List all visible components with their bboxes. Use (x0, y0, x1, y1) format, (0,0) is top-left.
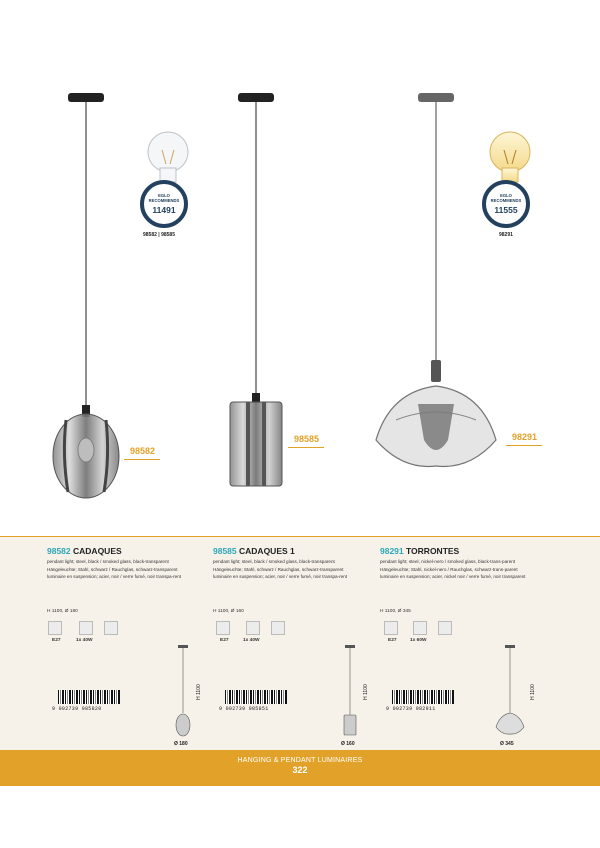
lamp-98582-photo (53, 93, 119, 498)
product-dimensions: H 1100, Ø 345 (380, 609, 411, 614)
socket-label: E27 (52, 638, 61, 643)
desc-en: pendant light; steel, black / smoked glass, black-transparent (47, 559, 169, 564)
socket-label: E27 (388, 638, 397, 643)
badge-text: RECOMMENDS (490, 198, 522, 203)
bulb-icon (79, 621, 93, 635)
lamp-98585-photo (230, 93, 282, 486)
desc-fr: luminaire en suspension; acier, nickel noir / verre fumé, noir transparent (380, 574, 526, 579)
photo-label-98291: 98291 (512, 432, 538, 442)
photo-label-98582: 98582 (130, 446, 156, 456)
product-title (380, 546, 540, 556)
photo-label-98585: 98585 (294, 434, 320, 444)
photo-label-line (288, 447, 324, 448)
badge-brand: EGLO (158, 193, 170, 198)
desc-fr: luminaire en suspension; acier, noir / verre fumé, noir transpa-rent (47, 574, 182, 579)
desc-de: Hängeleuchte; Stahl, nickel-nero / Rauchglas, schwarz-trans-parent (380, 566, 518, 572)
barcode (58, 690, 120, 704)
socket-icon (216, 621, 230, 635)
badge-code: 11555 (494, 205, 518, 215)
eglo-recommends-badge-2 (482, 180, 530, 228)
product-description (47, 559, 207, 580)
badge-text: RECOMMENDS (148, 198, 180, 203)
barcode-digits: 9 002739 985851 (219, 706, 269, 712)
eglo-recommends-badge-1 (140, 180, 188, 228)
product-number: 98582 (47, 546, 71, 556)
diameter-label: Ø 345 (500, 741, 514, 747)
page-number: 322 (292, 765, 308, 775)
section-title: HANGING & PENDANT LUMINAIRES (237, 757, 363, 764)
bulb-11491-photo (148, 132, 188, 182)
product-number: 98291 (380, 546, 404, 556)
product-dimensions: H 1100, Ø 160 (213, 609, 244, 614)
bulb-11555-photo (490, 132, 530, 182)
badge-code: 11491 (152, 205, 176, 215)
photo-label-line (506, 445, 542, 446)
desc-en: pendant light; steel, black / smoked glass, black-transparent (213, 559, 335, 564)
desc-de: Hängeleuchte; Stahl, schwarz / Rauchglas, schwarz-transparent (47, 566, 178, 572)
product-name: CADAQUES (73, 546, 122, 556)
page-footer (0, 750, 600, 786)
barcode-digits: 9 002739 982911 (386, 706, 436, 712)
socket-label: E27 (220, 638, 229, 643)
height-label: H 1100 (530, 684, 536, 700)
power-label: 1x 40W (243, 638, 260, 643)
product-name: CADAQUES 1 (239, 546, 295, 556)
product-title (47, 546, 207, 556)
badge-brand: EGLO (500, 193, 512, 198)
power-label: 1x 40W (76, 638, 93, 643)
product-dimensions: H 1100, Ø 180 (47, 609, 78, 614)
desc-fr: luminaire en suspension; acier, noir / verre fumé, noir transpa-rent (213, 574, 348, 579)
desc-en: pendant light; steel, nickel-nero / smoked glass, black-trans-parent (380, 559, 516, 564)
product-98291-info (380, 546, 540, 582)
barcode (392, 690, 454, 704)
bulb-icon (246, 621, 260, 635)
barcode (225, 690, 287, 704)
diameter-label: Ø 160 (341, 741, 355, 747)
class-icon (104, 621, 118, 635)
power-label: 1x 60W (410, 638, 427, 643)
product-98291-line-drawing (490, 645, 530, 745)
barcode-digits: 9 002739 985820 (52, 706, 102, 712)
diameter-label: Ø 180 (174, 741, 188, 747)
height-label: H 1100 (363, 684, 369, 700)
product-98585-info (213, 546, 373, 582)
badge-caption-1: 98582 | 98585 (143, 232, 175, 238)
lamp-98291-photo (376, 93, 496, 466)
product-number: 98585 (213, 546, 237, 556)
product-name: TORRONTES (406, 546, 460, 556)
product-98582-info (47, 546, 207, 582)
class-icon (438, 621, 452, 635)
socket-icon (48, 621, 62, 635)
socket-icon (384, 621, 398, 635)
badge-caption-2: 98291 (499, 232, 513, 238)
product-description (380, 559, 540, 580)
class-icon (271, 621, 285, 635)
product-description (213, 559, 373, 580)
product-title (213, 546, 373, 556)
height-label: H 1100 (196, 684, 202, 700)
photo-label-line (124, 459, 160, 460)
bulb-icon (413, 621, 427, 635)
desc-de: Hängeleuchte; Stahl, schwarz / Rauchglas, schwarz-transparent (213, 566, 344, 572)
